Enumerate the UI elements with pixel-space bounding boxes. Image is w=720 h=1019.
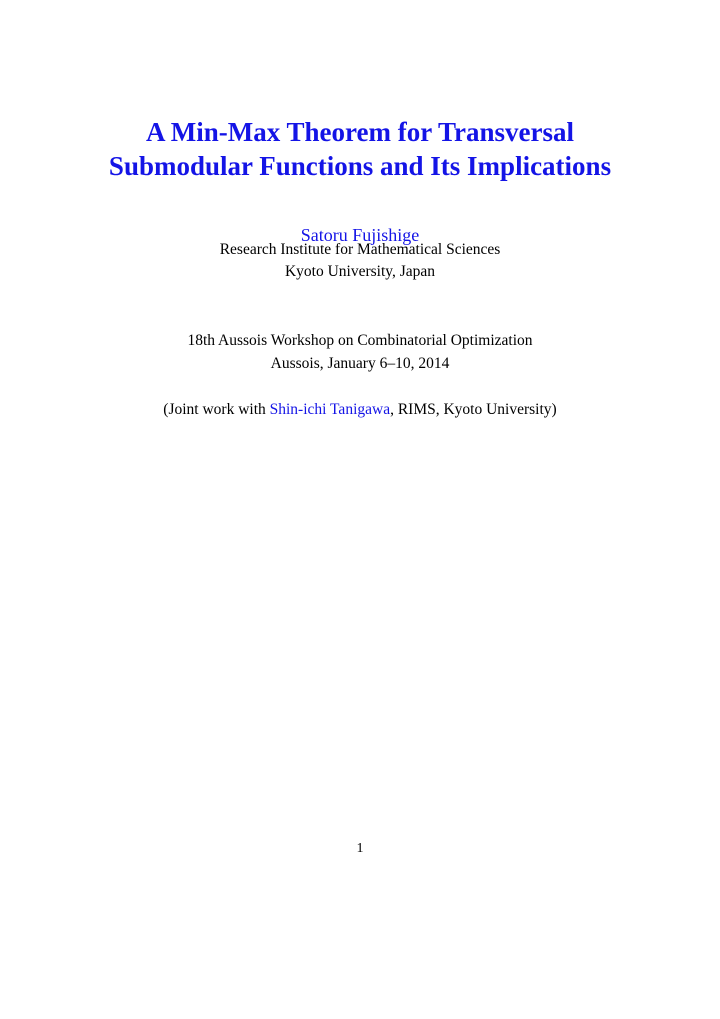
page-number-text: 1 bbox=[356, 841, 364, 856]
event-text-2: Aussois, January 6–10, 2014 bbox=[270, 355, 450, 372]
title-text-1: A Min-Max Theorem for Transversal bbox=[146, 117, 574, 147]
affiliation-text-2: Kyoto University, Japan bbox=[284, 263, 436, 280]
event-line-1 bbox=[0, 330, 720, 352]
author-name-text: Satoru Fujishige bbox=[300, 225, 420, 245]
affiliation-text-1: Research Institute for Mathematical Sciences bbox=[219, 241, 501, 258]
event-text-1: 18th Aussois Workshop on Combinatorial Optimization bbox=[187, 332, 533, 349]
joint-work-line bbox=[0, 399, 720, 421]
affiliation-line-2 bbox=[0, 261, 720, 283]
coauthor-link[interactable]: Shin-ichi Tanigawa bbox=[269, 401, 391, 418]
joint-work-suffix: , RIMS, Kyoto University) bbox=[390, 401, 557, 418]
page-number bbox=[0, 838, 720, 860]
affiliation-line-1 bbox=[0, 239, 720, 261]
joint-work-prefix: (Joint work with bbox=[163, 401, 270, 418]
title-line-1 bbox=[0, 115, 720, 149]
title-text-2: Submodular Functions and Its Implications bbox=[108, 151, 612, 181]
title-line-2 bbox=[0, 149, 720, 183]
event-line-2 bbox=[0, 353, 720, 375]
